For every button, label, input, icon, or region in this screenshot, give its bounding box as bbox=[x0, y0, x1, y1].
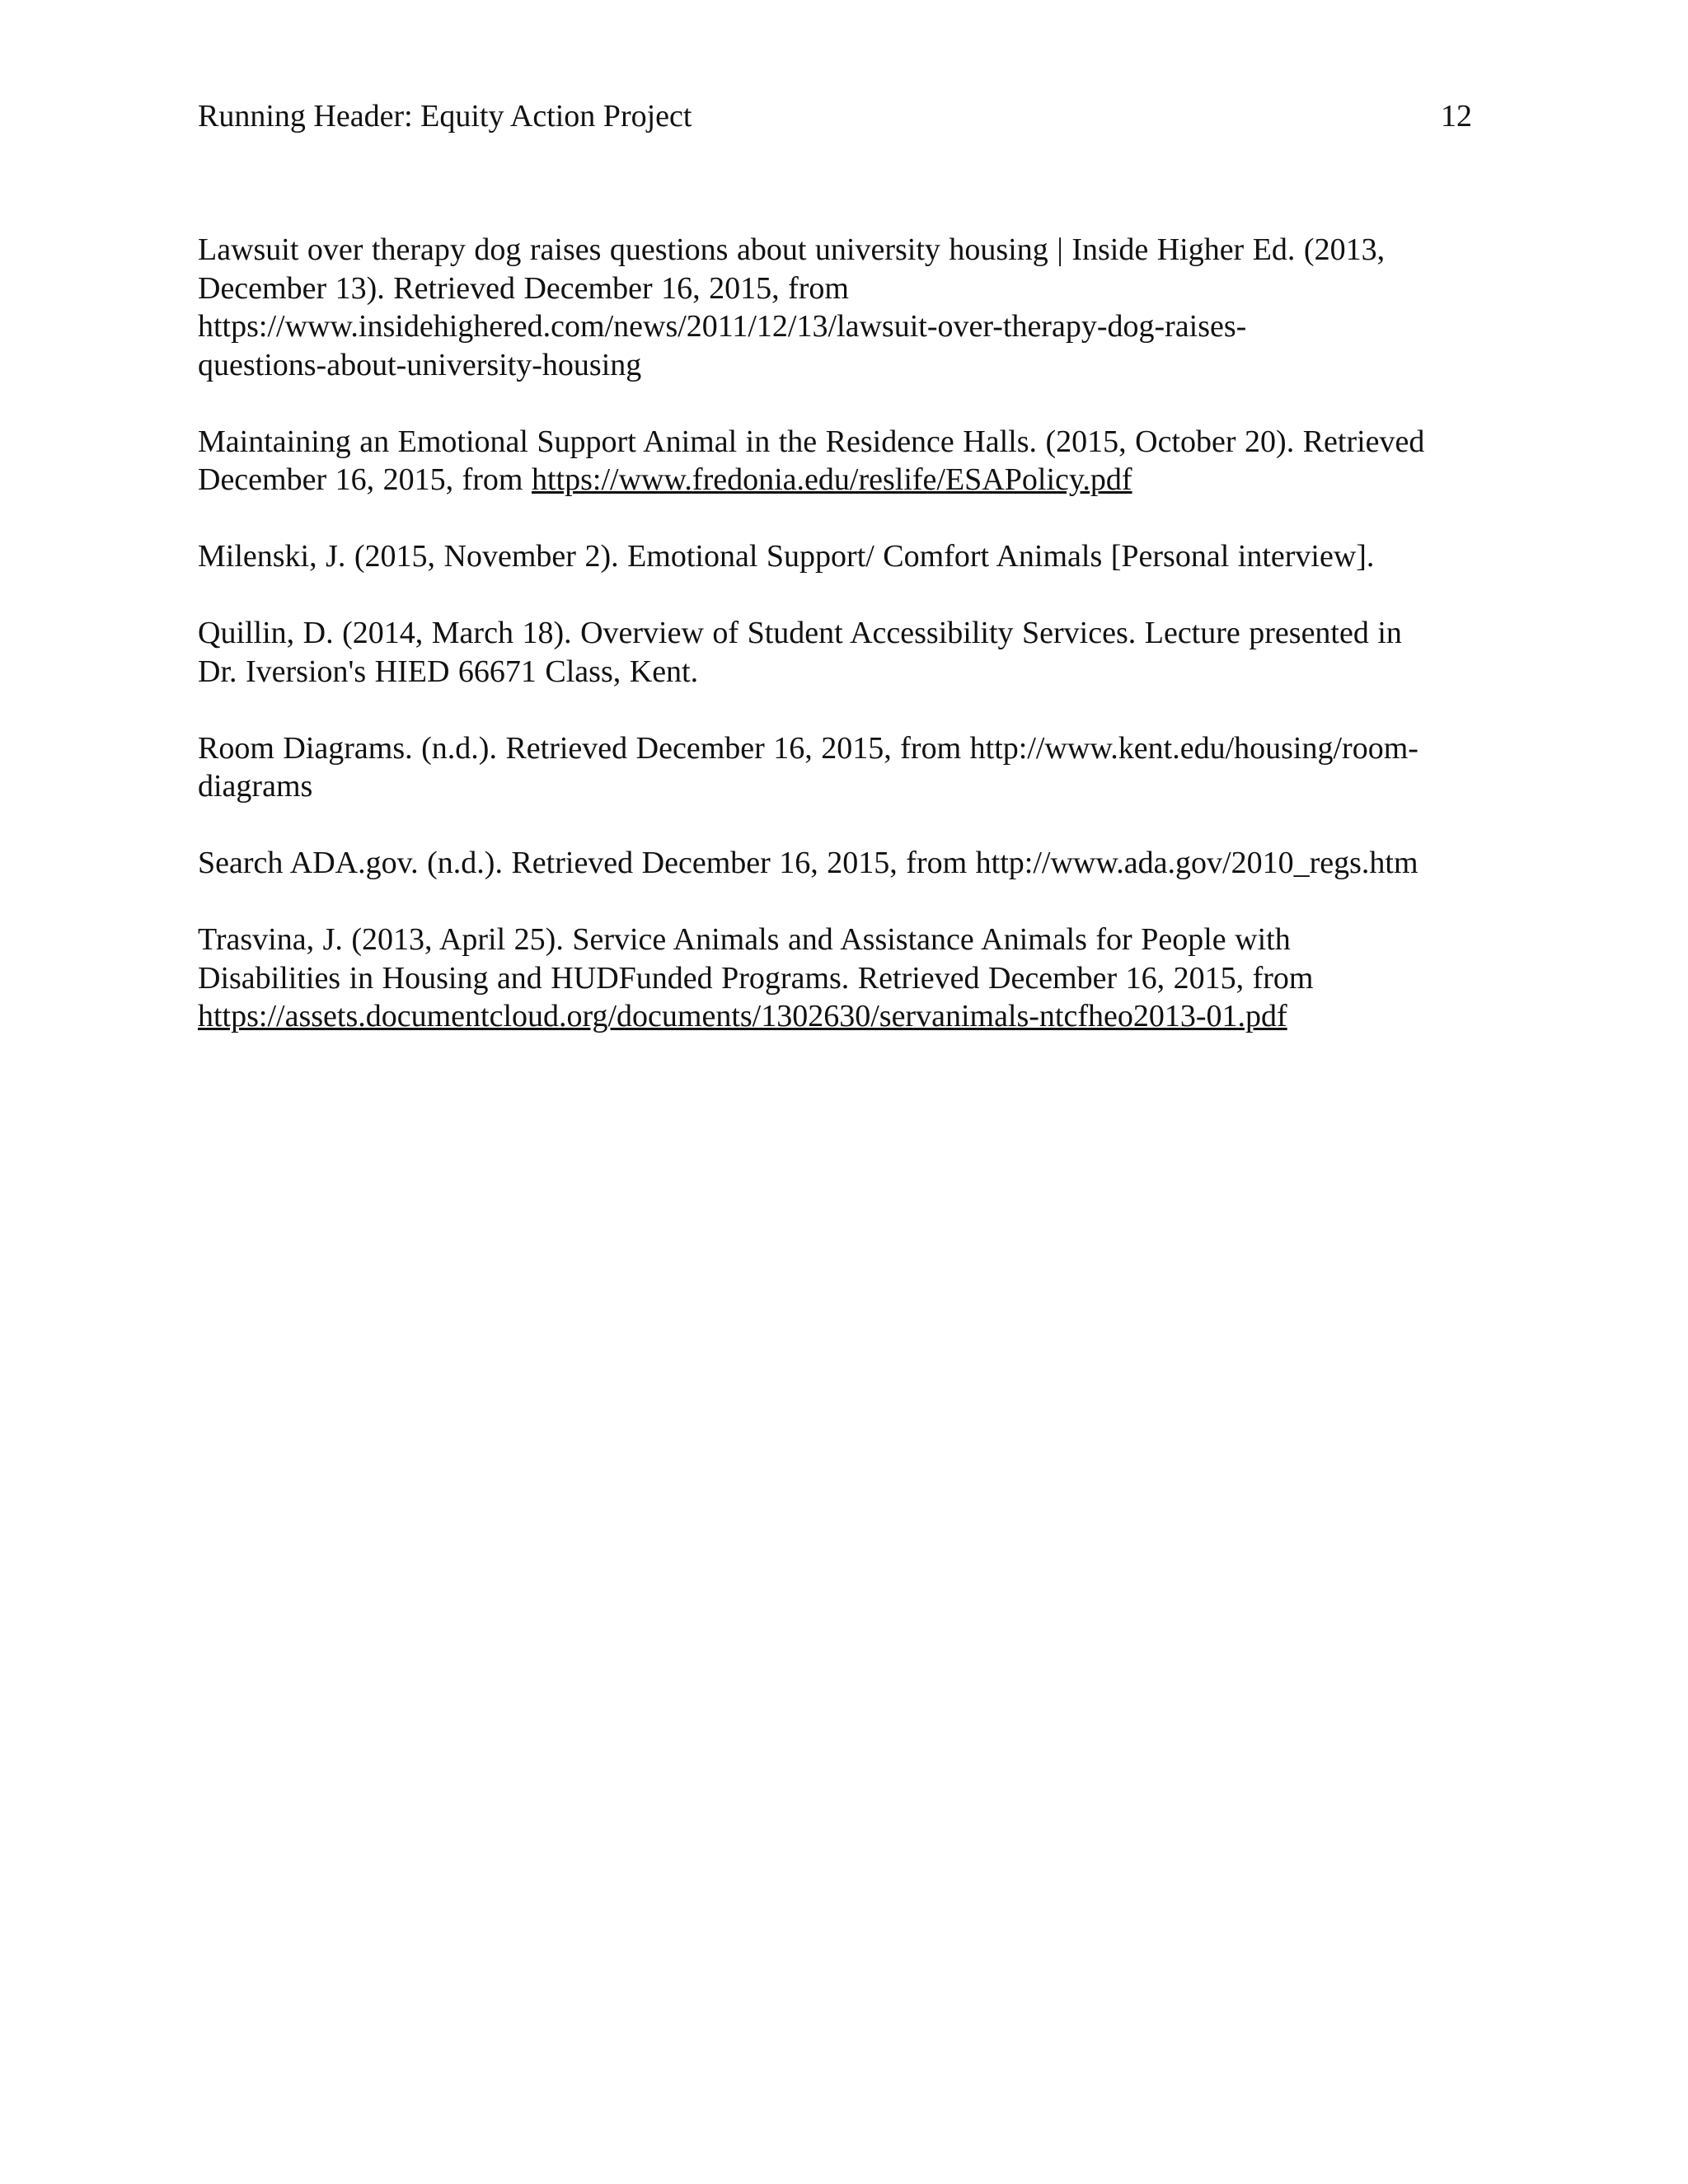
reference-line: Milenski, J. (2015, November 2). Emotional Support/ Comfort Animals [Personal interview]. bbox=[198, 539, 1375, 574]
reference-entry bbox=[198, 537, 1484, 576]
reference-entry bbox=[198, 921, 1484, 1036]
reference-line: diagrams bbox=[198, 769, 313, 804]
reference-entry bbox=[198, 423, 1484, 499]
reference-line: Maintaining an Emotional Support Animal in the Residence Halls. (2015, October 20). Retrieved bbox=[198, 424, 1425, 459]
reference-line: Lawsuit over therapy dog raises questions about university housing | Inside Higher Ed. (2013, bbox=[198, 232, 1386, 267]
reference-line: Search ADA.gov. (n.d.). Retrieved December 16, 2015, from http://www.ada.gov/2010_regs.htm bbox=[198, 846, 1418, 880]
reference-entry bbox=[198, 729, 1484, 806]
reference-line: questions-about-university-housing bbox=[198, 347, 642, 382]
reference-entry bbox=[198, 614, 1484, 691]
reference-line: Trasvina, J. (2013, April 25). Service Animals and Assistance Animals for People with bbox=[198, 922, 1291, 957]
reference-link[interactable]: https://assets.documentcloud.org/documents/1302630/servanimals-ntcfheo2013-01.pdf bbox=[198, 999, 1287, 1033]
reference-line: Dr. Iversion's HIED 66671 Class, Kent. bbox=[198, 654, 699, 689]
reference-line: December 13). Retrieved December 16, 2015, from bbox=[198, 270, 849, 306]
reference-list bbox=[198, 231, 1484, 1074]
reference-link[interactable]: https://www.fredonia.edu/reslife/ESAPolicy.pdf bbox=[532, 462, 1132, 497]
page-header bbox=[198, 97, 1472, 135]
reference-line: Room Diagrams. (n.d.). Retrieved December 16, 2015, from http://www.kent.edu/housing/room- bbox=[198, 730, 1418, 766]
running-head: Running Header: Equity Action Project bbox=[198, 99, 692, 134]
reference-entry bbox=[198, 231, 1484, 384]
reference-line: Disabilities in Housing and HUDFunded Programs. Retrieved December 16, 2015, from bbox=[198, 960, 1314, 996]
reference-text: December 16, 2015, from bbox=[198, 462, 532, 497]
reference-entry bbox=[198, 844, 1484, 883]
reference-line: https://www.insidehighered.com/news/2011/12/13/lawsuit-over-therapy-dog-raises- bbox=[198, 309, 1247, 344]
reference-line bbox=[198, 461, 1484, 499]
page-number: 12 bbox=[1441, 99, 1472, 134]
reference-line: Quillin, D. (2014, March 18). Overview of Student Accessibility Services. Lecture presented in bbox=[198, 616, 1402, 650]
